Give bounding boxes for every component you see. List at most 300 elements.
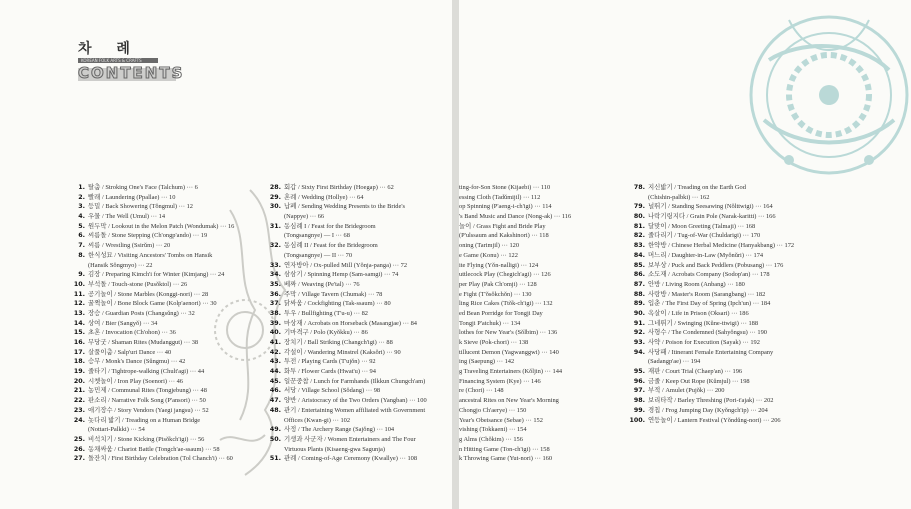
toc-entry	[265, 261, 450, 271]
toc-entry	[71, 261, 211, 271]
toc-entry-text: 등밀 / Back Showering (Tŏngmul) ··· 12	[88, 203, 193, 211]
toc-entry	[265, 396, 450, 406]
toc-entry-number: 97.	[633, 387, 645, 395]
toc-entry	[459, 357, 629, 367]
toc-entry	[71, 280, 211, 290]
toc-entry-number: 15.	[73, 329, 85, 337]
toc-entry-text: 널뛰기 / Standing Seesawing (Nŏlttwigi) ··· 164	[648, 203, 773, 211]
toc-entry-text: 나락기링지다 / Grain Pole (Narak-karitti) ··· 166	[648, 213, 776, 221]
toc-entry-text: 투전 / Playing Cards (T'ujŏn) ··· 92	[284, 358, 376, 366]
toc-entry-number: 25.	[73, 435, 85, 443]
toc-entry-number: 49.	[269, 426, 281, 434]
toc-entry-text: 한약방 / Chinese Herbal Medicine (Hanyakbang) ··· 172	[648, 242, 795, 250]
toc-entry-text: 승무 / Monk's Dance (Sŭngmu) ··· 42	[88, 358, 186, 366]
toc-entry	[71, 202, 211, 212]
toc-entry-number: 24.	[73, 416, 85, 424]
toc-entry	[265, 416, 450, 426]
toc-entry-number: 14.	[73, 319, 85, 327]
toc-entry-text: 사랑방 / Master's Room (Sarangbang) ··· 182	[648, 290, 766, 298]
toc-entry-text: 각설이 / Wandering Minstrel (Kaksŏri) ··· 90	[284, 348, 401, 356]
toc-entry-number: 3.	[78, 203, 85, 211]
toc-entry	[265, 319, 450, 329]
toc-entry-number: 42.	[269, 348, 281, 356]
toc-entry	[459, 270, 629, 280]
toc-entry	[265, 357, 450, 367]
toc-entry-text: 관례 / Coming-of-Age Ceremony (Kwallye) ··· 108	[284, 455, 418, 463]
toc-entry	[459, 386, 629, 396]
toc-entry	[623, 396, 803, 406]
left-page	[0, 0, 452, 509]
toc-entry-text: 머느리 / Daughter-in-Law (Myŏnŭri) ··· 174	[648, 251, 764, 259]
toc-entry-text: essing Cloth (Tadŭmijil) ··· 112	[459, 193, 541, 201]
toc-entry-text: 장치기 / Ball Striking (Changch'igi) ··· 88	[284, 339, 393, 346]
toc-entry-number: 11.	[73, 290, 85, 298]
toc-entry-text: 살풀이춤 / Salp'uri Dance ··· 40	[88, 348, 172, 356]
toc-entry-text: g Traveling Entertainers (Kŏljin) ··· 144	[459, 368, 563, 376]
toc-entry-text: 그네뛰기 / Swinging (Kŭne-ttwigi) ··· 188	[648, 319, 759, 327]
toc-entry-number: 7.	[78, 242, 85, 250]
toc-entry-text: lothes for New Year's (Sŏlbim) ··· 136	[459, 329, 558, 337]
toc-entry-text: Chongjo Ch'aerye) ··· 150	[459, 406, 527, 414]
toc-entry-number: 18.	[73, 358, 85, 366]
toc-entry-number: 91.	[633, 319, 645, 327]
toc-entry-text: (Sadangp'ae) ··· 194	[648, 358, 701, 366]
toc-entry-number: 38.	[269, 309, 281, 317]
toc-entry-text: uttlecock Play (Chegich'agi) ··· 126	[459, 271, 551, 279]
toc-entry-text: k Sieve (Pok-chori) ··· 138	[459, 339, 529, 346]
toc-entry-number: 82.	[633, 232, 645, 240]
toc-entry-number: 29.	[269, 193, 281, 201]
toc-entry	[459, 367, 629, 377]
toc-entry-text: 닭싸움 / Cockfighting (Tak-ssaum) ··· 80	[284, 300, 391, 308]
toc-entry-text: op Spinning (P'aeng-i-ch'igi) ··· 114	[459, 203, 552, 211]
toc-entry-number: 33.	[269, 261, 281, 269]
toc-entry	[265, 231, 450, 241]
toc-entry-number: 48.	[269, 406, 281, 414]
toc-entry	[623, 231, 803, 241]
toc-entry	[265, 454, 450, 464]
seal-stamp-icon	[729, 0, 911, 210]
toc-entry-number: 30.	[269, 203, 281, 211]
toc-entry	[623, 193, 803, 203]
toc-entry	[265, 290, 450, 300]
toc-entry-text: 투우 / Bullfighting (T'u-u) ··· 82	[284, 309, 368, 317]
toc-entry	[459, 328, 629, 338]
toc-entry-number: 6.	[78, 232, 85, 240]
toc-entry-text: 빨래 / Laundering (Ppallae) ··· 10	[88, 193, 176, 201]
toc-entry-number: 80.	[633, 213, 645, 221]
toc-entry-text: 연자방아 / Ox-pulled Mill (Yŏnja-panga) ··· 72	[284, 261, 408, 269]
toc-entry	[71, 386, 211, 396]
toc-entry-text: 한식성묘 / Visiting Ancestors' Tombs on Hansik	[88, 251, 213, 259]
toc-entry-text: 사형수 / The Condemned (Sahyŏngsu) ··· 190	[648, 329, 767, 337]
toc-entry-number: 13.	[73, 309, 85, 317]
toc-entry	[265, 193, 450, 203]
toc-entry-text: (Chishin-palbki) ··· 162	[648, 193, 710, 201]
toc-entry-text: 돌잔치 / First Birthday Celebration (Tol Chanch'i) ··· 60	[88, 455, 233, 463]
toc-entry-text: 김장 / Preparing Kimch'i for Winter (Kimjang) ··· 24	[88, 271, 225, 279]
toc-entry-text: 탈춤 / Stroking One's Face (Talchum) ··· 6	[88, 184, 198, 191]
toc-entry	[71, 338, 211, 348]
toc-entry	[459, 445, 629, 455]
toc-entry-number: 95.	[633, 368, 645, 376]
toc-entry	[265, 367, 450, 377]
toc-entry-text: 혼례 / Wedding (Hollye) ··· 64	[284, 193, 364, 201]
toc-entry	[459, 348, 629, 358]
toc-entry-number: 4.	[78, 213, 85, 221]
toc-entry	[459, 241, 629, 251]
toc-entry-text: 베짜 / Weaving (Pe'tal) ··· 76	[284, 280, 360, 288]
toc-entry-text: 관기 / Entertaining Women affiliated with Government	[284, 406, 426, 414]
toc-entry-text: 장승 / Guardian Posts (Changsŭng) ··· 32	[88, 309, 195, 317]
toc-entry	[71, 241, 211, 251]
toc-entry-text: 공기놀이 / Stone Marbles (Konggi-nori) ··· 28	[88, 290, 209, 298]
toc-entry-number: 99.	[633, 406, 645, 414]
toc-entry-number: 41.	[269, 339, 281, 346]
toc-entry	[71, 328, 211, 338]
toc-entry	[265, 202, 450, 212]
toc-entry-number: 96.	[633, 377, 645, 385]
toc-entry-text: ed Bean Porridge for Tongji Day	[459, 309, 543, 317]
toc-entry-number: 100.	[629, 416, 645, 424]
toc-entry-text: 양반 / Aristocracy of the Two Orders (Yangban) ··· 100	[284, 397, 427, 405]
toc-entry-number: 50.	[269, 435, 281, 443]
toc-entry-number: 87.	[633, 280, 645, 288]
toc-entry-number: 8.	[78, 251, 85, 259]
toc-entry-number: 46.	[269, 387, 281, 395]
toc-entry	[623, 357, 803, 367]
toc-entry	[71, 193, 211, 203]
toc-entry-number: 21.	[73, 387, 85, 395]
toc-entry-number: 20.	[73, 377, 85, 385]
toc-entry-text: 마상재 / Acrobats on Horseback (Masangjae) ··· 84	[284, 319, 417, 327]
toc-entry	[71, 183, 211, 193]
toc-entry-text: (Tongsangnye) — II ··· 70	[284, 251, 353, 259]
toc-entry-number: 45.	[269, 377, 281, 385]
toc-entry	[265, 309, 450, 319]
toc-entry-text: 일꾼중참 / Lunch for Farmhands (Ilkkun Chungch'am)	[284, 377, 426, 385]
toc-entry	[71, 377, 211, 387]
toc-entry	[71, 435, 211, 445]
toc-entry	[459, 396, 629, 406]
toc-entry-number: 28.	[269, 184, 281, 191]
toc-entry-number: 1.	[78, 184, 85, 191]
toc-entry-number: 16.	[73, 339, 85, 346]
toc-entry-number: 94.	[633, 348, 645, 356]
toc-entry-text: Year's Obeisance (Sebae) ··· 152	[459, 416, 543, 424]
toc-entry-text: e Game (Konu) ··· 122	[459, 251, 518, 259]
toc-entry-number: 43.	[269, 358, 281, 366]
toc-entry	[71, 454, 233, 464]
toc-entry-text: 화투 / Flower Cards (Hwat'u) ··· 94	[284, 368, 376, 376]
toc-entry	[459, 202, 629, 212]
toc-entry-text: ancestral Rites on New Year's Morning	[459, 397, 559, 405]
toc-entry-text: 동심례 I / Feast for the Bridegroom	[284, 222, 376, 230]
toc-entry-text: (Nappye) ··· 66	[284, 213, 325, 221]
toc-entry	[265, 445, 450, 455]
toc-entry-number: 86.	[633, 271, 645, 279]
toc-entry	[459, 416, 629, 426]
toc-entry	[623, 338, 803, 348]
toc-entry	[71, 348, 211, 358]
toc-entry	[265, 299, 450, 309]
toc-entry-number: 98.	[633, 397, 645, 405]
toc-entry-text: 기마격구 / Polo (Kyŏkku) ··· 86	[284, 329, 368, 337]
toc-entry	[71, 299, 217, 309]
toc-entry	[265, 183, 450, 193]
toc-entry	[71, 251, 211, 261]
toc-entry-text: g Alms (Chŏkim) ··· 156	[459, 435, 523, 443]
toc-entry-text: 사약 / Poison for Execution (Sayak) ··· 192	[648, 339, 760, 346]
toc-entry-text: 재판 / Court Trial (Chaep'an) ··· 196	[648, 368, 743, 376]
toc-entry-text: (Hansik Sŏngmyo) ··· 22	[88, 261, 153, 269]
toc-entry-text: 금줄 / Keep Out Rope (Kŭmjul) ··· 198	[648, 377, 750, 385]
toc-entry-text: 판소리 / Narrative Folk Song (P'ansori) ··· 50	[88, 397, 206, 405]
toc-entry-text: (Nottari-Palkki) ··· 54	[88, 426, 145, 434]
toc-entry	[459, 280, 629, 290]
toc-entry	[71, 367, 211, 377]
toc-entry	[71, 231, 211, 241]
toc-entry	[71, 425, 211, 435]
toc-entry	[265, 348, 450, 358]
toc-entry-text: 씨름 / Wrestling (Ssirŭm) ··· 20	[88, 242, 171, 250]
toc-entry	[71, 416, 211, 426]
toc-entry-number: 17.	[73, 348, 85, 356]
toc-entry-text: 보부상 / Puck and Back Peddlers (Pobusang) ··· 176	[648, 261, 784, 269]
book-gutter	[452, 0, 459, 509]
toc-entry-text: k Throwing Game (Yut-nori) ··· 160	[459, 455, 553, 463]
toc-entry-text: e Fight (T'ŏsŏkchŏn) ··· 130	[459, 290, 532, 298]
toc-entry	[623, 416, 803, 426]
toc-entry	[623, 261, 803, 271]
toc-entry-text: (Tongsangnye) — I ··· 68	[284, 232, 350, 240]
toc-entry	[265, 406, 450, 416]
toc-entry-text: 부석돌 / Touch-stone (Pusŏktol) ··· 26	[88, 280, 188, 288]
toc-entry	[265, 435, 450, 445]
toc-entry-number: 31.	[269, 222, 281, 230]
subtitle-small: KOREAN FOLK ARTS & CRAFTS	[81, 58, 142, 63]
toc-entry	[265, 241, 450, 251]
toc-entry	[459, 251, 629, 261]
toc-entry	[71, 309, 211, 319]
toc-entry	[71, 290, 211, 300]
toc-entry	[623, 222, 803, 232]
toc-entry-text: 사정 / The Archery Range (Sajŏng) ··· 104	[284, 426, 395, 434]
toc-entry-number: 47.	[269, 397, 281, 405]
toc-entry-number: 90.	[633, 309, 645, 317]
toc-entry-text: 회갑 / Sixty First Birthday (Hoegap) ··· 62	[284, 184, 394, 191]
toc-entry-text: 삼삼기 / Spinning Hemp (Sam-samgi) ··· 74	[284, 271, 399, 279]
toc-entry	[623, 367, 803, 377]
toc-entry-text: re (Chori) ··· 148	[459, 387, 504, 395]
right-page	[459, 0, 911, 509]
toc-entry-number: 5.	[78, 222, 85, 230]
toc-entry-text: 우물 / The Well (Umul) ··· 14	[88, 213, 166, 221]
contents-column-4	[623, 183, 803, 425]
toc-entry	[265, 386, 450, 396]
toc-entry-number: 23.	[73, 406, 85, 414]
toc-entry	[459, 299, 629, 309]
toc-entry-text: 애기장수 / Story Vendors (Yaegi jangsu) ··· 52	[88, 406, 209, 414]
toc-entry-text: 비석치기 / Stone Kicking (Pisŏkch'igi) ··· 56	[88, 435, 205, 443]
toc-entry-number: 81.	[633, 222, 645, 230]
toc-entry-text: ing (Saepung) ··· 142	[459, 358, 515, 366]
toc-entry-text: 놋다리 밟기 / Treading on a Human Bridge	[88, 416, 201, 424]
toc-entry	[623, 299, 803, 309]
toc-entry	[459, 338, 629, 348]
toc-entry-text: ting-for-Son Stone (Kijaebi) ··· 110	[459, 184, 551, 191]
toc-entry	[71, 396, 211, 406]
toc-entry	[459, 377, 629, 387]
toc-entry-number: 10.	[73, 280, 85, 288]
toc-entry-number: 83.	[633, 242, 645, 250]
toc-entry-text: 입춘 / The First Day of Spring (Ipch'un) ··· 184	[648, 300, 771, 308]
toc-entry-text: 기생과 사군자 / Women Entertainers and The Four	[284, 435, 416, 443]
toc-entry-number: 44.	[269, 368, 281, 376]
toc-entry	[265, 377, 450, 387]
toc-entry	[459, 222, 629, 232]
toc-entry-number: 22.	[73, 397, 85, 405]
toc-entry-text: 주막 / Village Tavern (Chumak) ··· 78	[284, 290, 383, 298]
toc-entry	[265, 251, 450, 261]
toc-entry-text: 원두막 / Lookout in the Melon Patch (Wondumak) ··· 16	[88, 222, 235, 230]
toc-entry-number: 2.	[78, 193, 85, 201]
toc-entry-text: 무당굿 / Shaman Rites (Mudanggut) ··· 38	[88, 339, 199, 346]
toc-entry-text: 동채싸움 / Chariot Battle (Tongch'ae-ssaum) ··· 58	[88, 445, 220, 453]
toc-entry-number: 32.	[269, 242, 281, 250]
toc-entry	[623, 251, 803, 261]
toc-entry-text: (P'ulssaum and Kakshinori) ··· 118	[459, 232, 549, 240]
toc-entry-text: 납폐 / Sending Wedding Presents to the Bride's	[284, 203, 405, 211]
contents-title-english: CONTENTS	[78, 64, 185, 82]
toc-entry-number: 51.	[269, 455, 281, 463]
toc-entry-text: Virtuous Plants (Kisaeng-gwa Sagunja)	[284, 445, 385, 453]
toc-entry	[459, 231, 629, 241]
toc-entry-text: 옥살이 / Life in Prison (Oksari) ··· 186	[648, 309, 749, 317]
toc-entry-text: tillucent Demon (Yagwanggwi) ··· 140	[459, 348, 559, 356]
toc-entry-text: ite Flying (Yŏn-nalligi) ··· 124	[459, 261, 539, 269]
toc-entry-number: 37.	[269, 300, 281, 308]
toc-entry-text: 소도재 / Acrobats Company (Sodop'an) ··· 178	[648, 271, 770, 279]
toc-entry-text: n Hitting Game (Ton-ch'igi) ··· 158	[459, 445, 550, 453]
toc-entry	[459, 406, 629, 416]
toc-entry-text: 서당 / Village School (Sŏdang) ··· 98	[284, 387, 381, 395]
toc-entry-number: 27.	[73, 455, 85, 463]
toc-entry	[71, 445, 220, 455]
toc-entry	[623, 348, 803, 358]
toc-entry-text: 꿀쩍놀이 / Bone Block Game (Kolp'aenori) ··· 30	[88, 300, 217, 308]
toc-entry-number: 89.	[633, 300, 645, 308]
toc-entry-number: 93.	[633, 339, 645, 346]
toc-entry-number: 39.	[269, 319, 281, 327]
toc-entry	[623, 241, 803, 251]
subtitle-bar	[78, 58, 158, 63]
toc-entry-number: 36.	[269, 290, 281, 298]
toc-entry-text: 연등놀이 / Lantern Festival (Yŏndŭng-nori) ··· 206	[648, 416, 781, 424]
toc-entry	[71, 319, 211, 329]
toc-entry-text: 씨름돌 / Stone Stepping (Ch'ongp'ando) ··· 19	[88, 232, 208, 240]
toc-entry	[623, 406, 803, 416]
toc-entry-text: 사당패 / Itinerant Female Entertaining Company	[648, 348, 774, 356]
toc-entry	[459, 261, 629, 271]
toc-entry	[265, 270, 450, 280]
toc-entry	[71, 406, 211, 416]
toc-entry-text: 상여 / Bier (Sangyŏ) ··· 34	[88, 319, 158, 327]
toc-entry	[71, 270, 225, 280]
toc-entry-number: 92.	[633, 329, 645, 337]
contents-column-3	[459, 183, 629, 464]
toc-entry-number: 19.	[73, 368, 85, 376]
toc-entry-number: 9.	[78, 271, 85, 279]
toc-entry	[623, 319, 803, 329]
toc-entry	[623, 212, 803, 222]
toc-entry	[459, 193, 629, 203]
toc-entry-text: 달맞이 / Moon Greeting (Talmaji) ··· 168	[648, 222, 756, 230]
toc-entry-number: 12.	[73, 300, 85, 308]
toc-entry	[265, 212, 450, 222]
toc-entry	[265, 338, 450, 348]
toc-entry-number: 79.	[633, 203, 645, 211]
contents-column-2	[265, 183, 450, 464]
contents-title-korean: 차 례	[78, 41, 140, 57]
toc-entry-number: 35.	[269, 280, 281, 288]
toc-entry	[459, 435, 629, 445]
toc-entry-text: 's Band Music and Dance (Nong-ak) ··· 116	[459, 213, 572, 221]
toc-entry	[265, 280, 450, 290]
toc-entry	[459, 454, 629, 464]
toc-entry-text: 줄다리기 / Tug-of-War (Chuldarigi) ··· 170	[648, 232, 761, 240]
toc-entry-text: per Play (Pak Ch'omji) ··· 128	[459, 280, 537, 288]
toc-entry	[623, 386, 803, 396]
toc-entry	[265, 222, 450, 232]
toc-entry-text: 줄타기 / Tightrope-walking (Chult'agi) ··· 44	[88, 368, 205, 376]
toc-entry-text: 보리타작 / Barley Threshing (Pori-t'ajak) ··· 202	[648, 397, 774, 405]
toc-entry	[459, 212, 629, 222]
toc-entry-text: Financing System (Kye) ··· 146	[459, 377, 541, 385]
toc-entry-number: 26.	[73, 445, 85, 453]
toc-entry-text: 초혼 / Invocation (Ch'ohon) ··· 36	[88, 329, 176, 337]
toc-entry-text: 시쳇놀이 / Iron Play (Soenori) ··· 46	[88, 377, 183, 385]
toc-entry-number: 84.	[633, 251, 645, 259]
toc-entry-text: Tongji P'atchuk) ··· 134	[459, 319, 521, 327]
toc-entry	[71, 212, 211, 222]
toc-entry	[623, 202, 803, 212]
toc-entry	[459, 425, 629, 435]
toc-entry	[459, 290, 629, 300]
contents-column-1	[71, 183, 235, 464]
toc-entry	[623, 328, 803, 338]
toc-entry-text: 안방 / Living Room (Anbang) ··· 180	[648, 280, 745, 288]
toc-entry-text: oning (Tarimjil) ··· 120	[459, 242, 520, 250]
toc-entry	[623, 183, 803, 193]
toc-entry	[623, 270, 803, 280]
toc-entry-text: 지신밟기 / Treading on the Earth God	[648, 184, 746, 191]
toc-entry-text: 부적 / Amulet (Pujŏk) ··· 200	[648, 387, 725, 395]
toc-entry	[265, 425, 450, 435]
toc-entry-number: 78.	[633, 184, 645, 191]
toc-entry	[265, 328, 450, 338]
toc-entry-text: 농민제 / Communal Rites (Tongjebung) ··· 48	[88, 387, 207, 395]
toc-entry-number: 34.	[269, 271, 281, 279]
toc-entry-text: 경칩 / Frog Jumping Day (Kyŏngch'ip) ··· 204	[648, 406, 768, 414]
toc-entry	[623, 290, 803, 300]
toc-entry-text: Offices (Kwan-gi) ··· 102	[284, 416, 351, 424]
toc-entry	[623, 280, 803, 290]
toc-entry	[623, 309, 803, 319]
toc-entry	[459, 319, 629, 329]
toc-entry	[71, 357, 211, 367]
toc-entry	[623, 377, 803, 387]
